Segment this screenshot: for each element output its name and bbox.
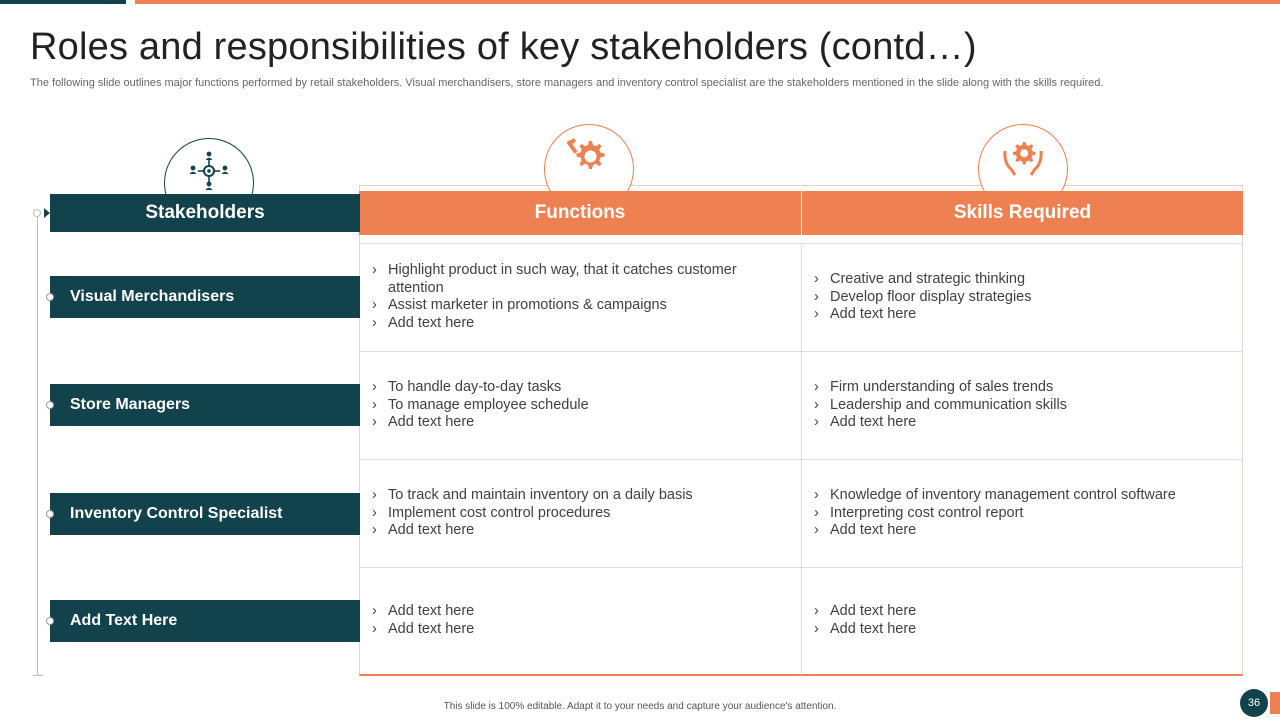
stakeholder-label: Store Managers	[50, 384, 360, 426]
gear-fist-icon	[567, 137, 611, 177]
list-item: › Highlight product in such way, that it catches customer attention	[370, 262, 790, 297]
functions-cell	[370, 487, 790, 540]
footer-note: This slide is 100% editable. Adapt it to your needs and capture your audience's attention.	[443, 701, 837, 712]
page-tab-accent	[1270, 692, 1280, 714]
list-item: › Implement cost control procedures	[370, 505, 790, 523]
functions-cell	[370, 379, 790, 432]
top-accent-bar-dark	[0, 0, 126, 4]
functions-cell	[370, 262, 790, 332]
list-item: › Add text here	[370, 315, 790, 333]
list-item: › Interpreting cost control report	[812, 505, 1232, 523]
list-item: › Assist marketer in promotions & campaigns	[370, 297, 790, 315]
page-title: Roles and responsibilities of key stakeholders (contd…)	[30, 26, 977, 68]
stakeholder-label: Add Text Here	[50, 600, 360, 642]
list-item: › To manage employee schedule	[370, 397, 790, 415]
skills-column-header: Skills Required	[802, 191, 1243, 235]
skills-cell	[812, 271, 1232, 324]
connector-line-cap	[33, 675, 43, 676]
header-separator	[801, 191, 802, 235]
stakeholders-column-header: Stakeholders	[50, 194, 360, 232]
list-item: › Add text here	[812, 414, 1232, 432]
list-item: › Add text here	[370, 603, 790, 621]
list-item: › To track and maintain inventory on a daily basis	[370, 487, 790, 505]
list-item: › Add text here	[370, 522, 790, 540]
list-item: › Firm understanding of sales trends	[812, 379, 1232, 397]
list-item: › Add text here	[812, 621, 1232, 639]
list-item: › Knowledge of inventory management control software	[812, 487, 1232, 505]
network-people-icon	[188, 151, 230, 191]
list-item: › Add text here	[370, 414, 790, 432]
top-accent-bar-orange	[135, 0, 1280, 4]
list-item: › Creative and strategic thinking	[812, 271, 1232, 289]
list-item: › Leadership and communication skills	[812, 397, 1232, 415]
hands-gear-icon	[1001, 137, 1045, 177]
functions-cell	[370, 603, 790, 638]
list-item: › To handle day-to-day tasks	[370, 379, 790, 397]
skills-cell	[812, 487, 1232, 540]
list-item: › Add text here	[812, 603, 1232, 621]
skills-cell	[812, 603, 1232, 638]
stakeholder-label: Inventory Control Specialist	[50, 493, 360, 535]
connector-hub	[33, 209, 41, 217]
list-item: › Add text here	[812, 306, 1232, 324]
connector-dot	[46, 510, 54, 518]
connector-dot	[46, 617, 54, 625]
list-item: › Add text here	[370, 621, 790, 639]
column-divider	[801, 243, 802, 675]
connector-dot	[46, 401, 54, 409]
connector-dot	[46, 293, 54, 301]
page-subtitle: The following slide outlines major functions performed by retail stakeholders. Visual merchandisers, store managers and inventory control specialist are the stakeholders mentioned in the slide along with the skills required.	[30, 77, 1104, 89]
table-top-line	[359, 185, 1243, 186]
list-item: › Add text here	[812, 522, 1232, 540]
stakeholder-connector-line	[37, 213, 38, 675]
skills-cell	[812, 379, 1232, 432]
page-number-badge: 36	[1240, 689, 1268, 717]
stakeholder-label: Visual Merchandisers	[50, 276, 360, 318]
functions-column-header: Functions	[359, 191, 801, 235]
list-item: › Develop floor display strategies	[812, 289, 1232, 307]
